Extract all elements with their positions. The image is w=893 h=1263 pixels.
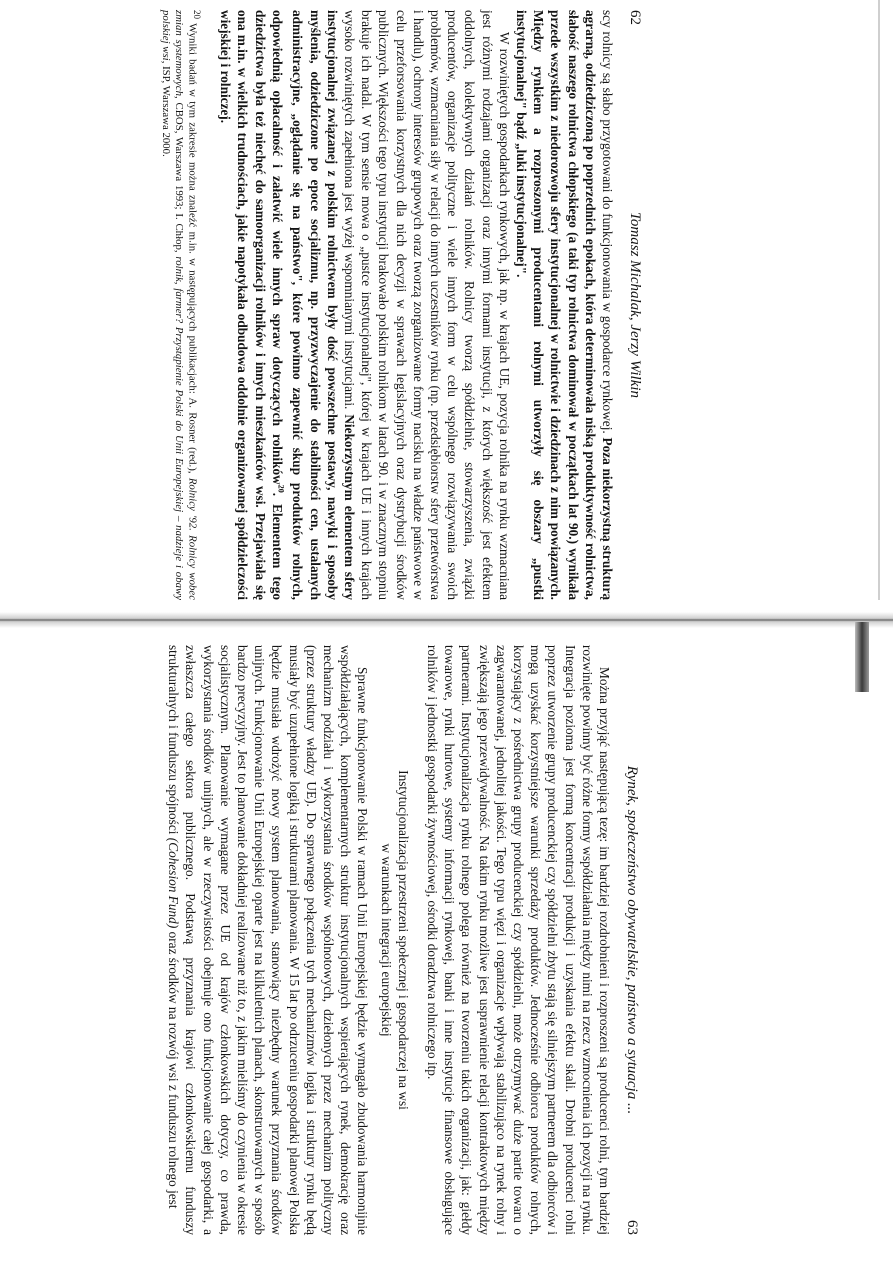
paragraph: [217, 10, 513, 600]
paragraph: Można przyjąć następującą tezę: im bardziej rozdrobnieni i rozproszeni są producenci rolni, tym bardziej rozwinięte powinny być różne formy współdziałania między nimi na rzecz wzmocnienia ich pozycji na rynku. Integracja pozioma jest formą koncentracji produkcji i uzyskania efektu skali. Drobni producenci rolni poprzez utworzenie grupy producenckiej czy spółdzielni zbytu stają się silniejszym partnerem dla odbiorców i mogą uzyskać korzystniejsze warunki sprzedaży produktów. Jednocześnie odbiorca produktów rolnych, korzystający z pośrednictwa grupy producenckiej czy spółdzielni, może otrzymywać duże partie towaru o zagwarantowanej, jednolitej jakości. Tego typu więzi i organizacje wpływają stabilizująco na rynek rolny i zwiększają jego przewidywalność. Na takim rynku możliwe jest usprawnienie relacji kontraktowych między partnerami. Instytucjonalizacja rynku rolnego polega również na tworzeniu takich organizacji, jak: giełdy towarowe, rynki hurtowe, systemy informacji rynkowej, banki i inne instytucje finansowe obsługujące rolników i jednostki gospodarki żywnościowej, ośrodki doradztwa rolniczego itp.: [424, 645, 612, 1235]
text-run: oraz środków na rozwój wsi z funduszu rolnego jest: [166, 928, 182, 1209]
italic-run: (Cohesion Fund): [166, 837, 182, 929]
footnote-ref: 20: [276, 484, 286, 493]
page-header: [626, 10, 643, 600]
footnote-italic: rolnik, farmer? Przystąpienie Polski do Unii Europejskiej – nadzieje i obawy polskiej wsi: [159, 10, 186, 600]
page-number: 62: [627, 10, 643, 25]
section-title: [377, 645, 411, 1235]
bold-run: Poza niekorzystną strukturą agrarną, odziedziczoną po poprzednich epokach, która determinowała niską produktywność rolnictwa, słabość naszego rolnictwa chłopskiego (a taki typ rolnictwa dominował w początkach lat 90.) wynikała przede wszystkim z niedorozwoju sfery instytucjonalnej w rolnictwie i dziedzinach z nim powiązanych. Między rynkiem a rozproszonymi producentami rolnymi utworzyły się obszary „pustki instytucjonalnej" bądź „luki instytucjonalnej".: [513, 10, 615, 601]
binding-gutter: [0, 612, 893, 628]
section-title-line: w warunkach integracji europejskiej: [378, 843, 394, 1037]
text-run: W rozwiniętych gospodarkach rynkowych, jak np. w krajach UE, pozycja rolnika na rynku wzmacniana jest różnymi rodzajami organizacji oraz innymi formami instytucji, z których większość jest efektem oddolnych, kolektywnych działań rolników. Rolnicy tworzą spółdzielnie, stowarzyszenia, związki producentów, organizacje polityczne i wiele innych form w celu wspólnego rozwiązywania swoich problemów, wzmacniania siły w relacji do innych uczestników rynku (np. przedsiębiorstw sfery przetwórstwa i handlu), ochrony interesów grupowych oraz tworzą zorganizowane formy nacisku na władze państwowe w celu przeforsowania korzystnych dla nich decyzji w sprawach legislacyjnych oraz dystrybucji środków publicznych. Większości tego typu instytucji brakowało polskim rolnikom w latach 90. i w znacznym stopniu brakuje ich nadal. W tym sensie mowa o „pustce instytucjonalnej", której w krajach UE i innych krajach wysoko rozwiniętych zapełniona jest wyżej wspomnianymi instytucjami.: [341, 10, 512, 600]
running-head: Tomasz Michalak, Jerzy Wilkin: [627, 211, 643, 399]
page-body: [217, 10, 616, 600]
paragraph: [513, 10, 616, 600]
text-run: Sprawne funkcjonowanie Polski w ramach Unii Europejskiej będzie wymagało zbudowania harmonijnie współdziałających, komplementarnych struktur instytucjonalnych wspierających rynek, demokrację oraz mechanizm podziału i wykorzystania środków wspólnotowych, dziełonych przez mechanizm polityczny (przez struktury władzy UE). Do sprawnego połączenia tych mechanizmów logika i struktury rynku będą musiały być uzupełnione logiką i strukturami planowania. W 15 lat po odrzuceniu gospodarki planowej Polska będzie musiała wdrożyć nowy system planowania, stanowiący niezbędny warunek przyznania środków unijnych. Funkcjonowanie Unii Europejskiej oparte jest na kilkuletnich planach, skonstruowanych w sposób bardzo precyzyjny. Jest to planowanie dokładniej realizowane niż to, z jakim mieliśmy do czynienia w okresie socjalistycznym. Planowanie wymagane przez UE od krajów członkowskich dotyczy, co prawda, wykorzystania środków unijnych, ale w rzeczywistości obejmuje ono funkcjonowanie całej gospodarki, a zwłaszcza całego sektora publicznego. Podstawą przyznania krajowi członkowskiemu funduszy strukturalnych i funduszu spójności: [166, 645, 371, 1235]
bold-text: . Elementem tego dziedzictwa była też niechęć do samoorganizacji rolników i innych mieszkańców wsi. Przejawiała się ona m.in. w wielkich trudnościach, jakie napotykała odbudowa oddolnie organizowanej spółdzielczości wiejskiej i rolniczej.: [218, 10, 285, 600]
page-63: [166, 645, 640, 1235]
page-number: 63: [624, 1219, 640, 1235]
running-head: Rynek, społeczeństwo obywatelskie, państwo a sytuacja ...: [624, 765, 640, 1115]
footnote-text: , CBOS, Warszawa 1993; I. Chłop,: [173, 95, 186, 257]
footnote-italic: Rolnicy '92. Rolnicy wobec zmian systemowych: [173, 10, 199, 600]
section-title-line: Instytucjonalizacja przestrzeni społecznej i gospodarczej na wsi: [395, 770, 411, 1110]
paragraph: [165, 645, 371, 1235]
page-header: [623, 645, 640, 1235]
page-body: [165, 645, 613, 1235]
footnote-number: 20: [191, 10, 202, 19]
footnote-text: Wyniki badań w tym zakresie można znaleźć m.in. w następujących publikacjach: A. Rosner (red.),: [186, 23, 199, 478]
footnote: [159, 10, 207, 600]
binding-shadow: [855, 622, 869, 692]
text-run: scy rolnicy są słabo przygotowani do funkcjonowania w gospodarce rynkowej.: [600, 10, 615, 438]
page-edge-shadow: [878, 0, 880, 600]
bold-run: [218, 10, 357, 600]
footnote-text: , ISP, Warszawa 2000.: [159, 60, 172, 157]
bold-text: Niekorzystnym elementem sfery instytucjonalnej związanej z polskim rolnictwem były dość powszechne postawy, nawyki i sposoby myślenia, odziedziczone po epoce socjalizmu, np. przyzwyczajenie do stabilności cen, ustalanych administracyjne, „oglądanie się na państwo", które powinno zapewnić skup produktów rolnych, odpowiednią opłacalność i załatwić wiele innych spraw dotyczących rolników: [269, 10, 357, 600]
page-62: [159, 10, 643, 601]
